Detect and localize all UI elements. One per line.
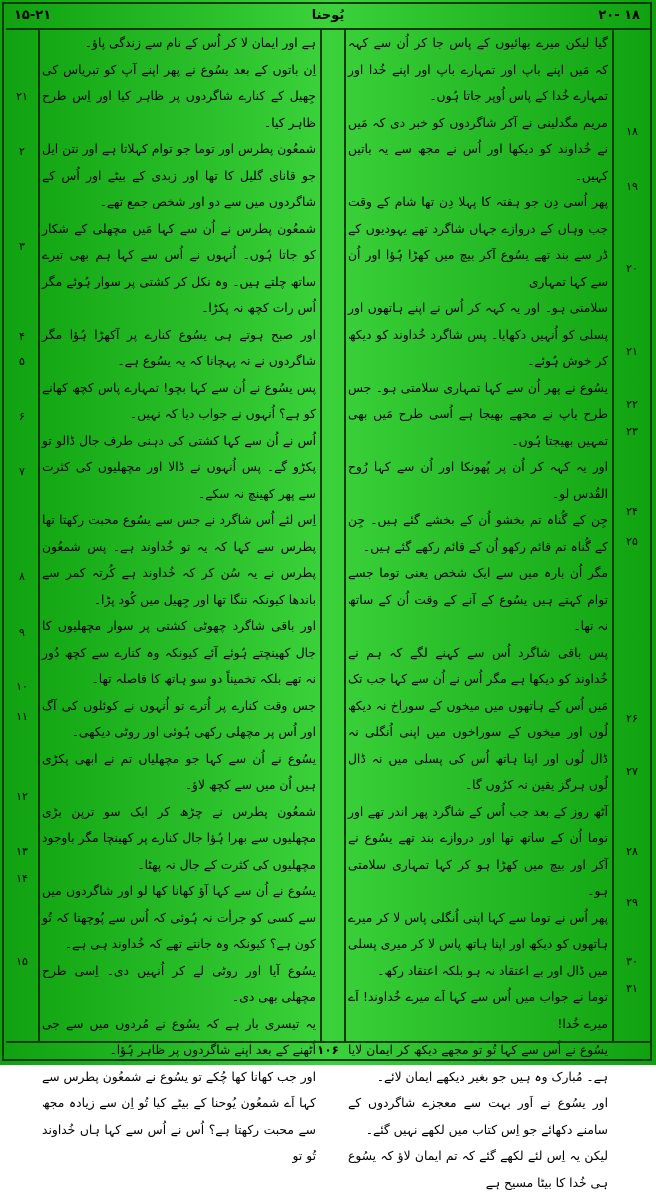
verse-number: ۲۵ bbox=[626, 535, 638, 548]
verse-text: اور یسُوع نے اَور بہت سے معجزے شاگردوں کے سامنے دکھائے جو اِس کتاب میں لکھے نہیں گئے۔ bbox=[348, 1096, 608, 1137]
verse-number: ۹ bbox=[19, 626, 25, 639]
verse-text: یہ تیسری بار ہے کہ یسُوع نے مُردوں میں سے جی اُٹھنے کے بعد اپنے شاگردوں پر ظاہر ہُؤا۔ bbox=[42, 1016, 316, 1057]
left-text-column bbox=[42, 30, 316, 1163]
verse-number: ۲۹ bbox=[626, 896, 638, 909]
verse-number: ۱۲ bbox=[16, 790, 28, 803]
page-number: ۱۰۶ bbox=[317, 1043, 339, 1057]
verse-number: ۲۶ bbox=[626, 712, 638, 725]
verse-number: ۱۰ bbox=[16, 680, 28, 693]
verse-number: ۱۵ bbox=[16, 955, 28, 968]
verse-number: ۳ bbox=[19, 240, 25, 253]
verse-text: اِس لئے اُس شاگرد نے جس سے یسُوع محبت رکھتا تھا پطرس سے کہا کہ یہ تو خُداوند ہے۔ پس شمعُون پطرس نے یہ سُن کر کہ خُداوند ہے کُرتہ کمر سے باندھا کیونکہ ننگا تھا اور جِھیل میں کُود پڑا۔ bbox=[42, 513, 316, 607]
verse-number: ۲۲ bbox=[626, 398, 638, 411]
verse-text: اُس نے اُن سے کہا کشتی کی دہنی طرف جال ڈالو تو پکڑو گے۔ پس اُنہوں نے ڈالا اور مچھلیوں کی کثرت سے پھر کھینچ نہ سکے۔ bbox=[42, 433, 316, 501]
verse-text: ہے اور ایمان لا کر اُس کے نام سے زندگی پاؤ۔ bbox=[84, 36, 316, 50]
verse-number: ۲۰ bbox=[626, 262, 638, 275]
verse-number: ۲۸ bbox=[626, 845, 638, 858]
right-verse-numbers bbox=[614, 30, 650, 1042]
verse-number: ۲۱ bbox=[626, 345, 638, 358]
verse-text: پھر اُس نے توما سے کہا اپنی اُنگلی پاس لا کر میرے ہاتھوں کو دیکھ اور اپنا ہاتھ پاس لا کر میری پسلی میں ڈال اور بے اعتقاد نہ ہو بلکہ اعتقاد رکھ۔ bbox=[348, 910, 608, 978]
verse-number: ۳۱ bbox=[626, 982, 638, 995]
verse-text: توما نے جواب میں اُس سے کہا اَے میرے خُداوند! اَے میرے خُدا! bbox=[348, 990, 608, 1031]
verse-text: شمعُون پطرس اور توما جو توام کہلاتا ہے اور نتن ایل جو قانای گلیل کا تھا اور زبدی کے بیٹے اور اُس کے شاگردوں میں سے دو اور شخص جمع تھے۔ bbox=[42, 142, 316, 209]
verse-text: یسُوع نے پھر اُن سے کہا تمہاری سلامتی ہو۔ جس طرح باپ نے مجھے بھیجا ہے اُسی طرح مَیں بھی تمہیں بھیجتا ہُوں۔ bbox=[348, 380, 608, 448]
verse-text: اور جب کھانا کھا چُکے تو یسُوع نے شمعُون پطرس سے کہا اَے شمعُون یُوحنا کے بیٹے کیا تُو اِن سے زیادہ مجھ سے محبت رکھتا ہے؟ اُس نے اُس سے کہا ہاں خُداوند تُو تو bbox=[42, 1069, 316, 1163]
verse-text: اِن باتوں کے بعد یسُوع نے پھر اپنے آپ کو تبریاس کی جِھیل کے کنارے شاگردوں پر ظاہر کیا اور اِس طرح ظاہر کیا۔ bbox=[42, 62, 316, 130]
header-right-reference: ۲۰- ۱۸ bbox=[598, 8, 640, 23]
page-header bbox=[6, 6, 650, 30]
header-left-reference: ۱۵-۲۱ bbox=[14, 8, 52, 23]
verse-number: ۲۴ bbox=[626, 505, 638, 518]
verse-number: ۳۰ bbox=[626, 955, 638, 968]
verse-text: اور یہ کہہ کر اُن پر پُھونکا اور اُن سے کہا رُوح القُدس لو۔ bbox=[348, 460, 608, 501]
verse-number: ۶ bbox=[19, 410, 25, 423]
left-verse-numbers bbox=[6, 30, 38, 1042]
center-column-divider bbox=[320, 30, 322, 1042]
verse-number: ۱۹ bbox=[626, 180, 638, 193]
verse-text: یسُوع آیا اور روٹی لے کر اُنہیں دی۔ اِسی طرح مچھلی بھی دی۔ bbox=[42, 963, 316, 1004]
verse-text: آٹھ روز کے بعد جب اُس کے شاگرد پھر اندر تھے اور توما اُن کے ساتھ تھا اور دروازے بند تھے یسُوع نے آکر اور بیچ میں کھڑا ہو کر کہا تمہاری سلامتی ہو۔ bbox=[348, 804, 608, 898]
verse-text: اور صبح ہوتے ہی یسُوع کنارے پر آکھڑا ہُؤا مگر شاگردوں نے نہ پہچانا کہ یہ یسُوع ہے۔ bbox=[42, 327, 316, 368]
verse-text: گیا لیکن میرے بھائیوں کے پاس جا کر اُن سے کہہ کہ مَیں اپنے باپ اور تمہارے باپ اور اپنے خُدا اور تمہارے خُدا کے پاس اُوپر جاتا ہُوں۔ bbox=[348, 36, 608, 103]
verse-text: شمعُون پطرس نے اُن سے کہا مَیں مچھلی کے شکار کو جاتا ہُوں۔ اُنہوں نے اُس سے کہا ہم بھی تیرے ساتھ چلتے ہیں۔ وہ نکل کر کشتی پر سوار ہُوئے مگر اُس رات کچھ نہ پکڑا۔ bbox=[42, 221, 316, 315]
verse-text: یسُوع نے اُن سے کہا جو مچھلیاں تم نے ابھی پکڑی ہیں اُن میں سے کچھ لاؤ۔ bbox=[42, 751, 316, 792]
verse-number: ۱۱ bbox=[16, 710, 28, 723]
verse-number: ۵ bbox=[19, 355, 25, 368]
verse-number: ۲ bbox=[19, 145, 25, 158]
verse-text: سلامتی ہو۔ اور یہ کہہ کر اُس نے اپنے ہاتھوں اور پسلی کو اُنہیں دکھایا۔ پس شاگرد خُداوند کو دیکھ کر خوش ہُوئے۔ bbox=[348, 301, 608, 368]
verse-number: ۲۷ bbox=[626, 765, 638, 778]
verse-number: ۱۳ bbox=[16, 845, 28, 858]
verse-text: مگر اُن بارہ میں سے ایک شخص یعنی توما جسے توام کہتے ہیں یسُوع کے آنے کے وقت اُن کے ساتھ نہ تھا۔ bbox=[348, 566, 608, 633]
verse-text: جِن کے گُناہ تم بخشو اُن کے بخشے گئے ہیں۔ جِن کے گُناہ تم قائم رکھو اُن کے قائم رکھے گئے ہیں۔ bbox=[348, 513, 608, 554]
header-book-title: یُوحنا bbox=[311, 8, 345, 23]
verse-number: ۱۴ bbox=[16, 872, 28, 885]
right-text-column bbox=[348, 30, 608, 1190]
verse-number: ۱۸ bbox=[626, 125, 638, 138]
verse-number: ۲۳ bbox=[626, 425, 638, 438]
verse-number: ۸ bbox=[19, 570, 25, 583]
verse-text: مریم مگدلینی نے آکر شاگردوں کو خبر دی کہ مَیں نے خُداوند کو دیکھا اور اُس نے مجھ سے یہ باتیں کہیں۔ bbox=[348, 115, 608, 183]
verse-number: ۲۱ bbox=[16, 90, 28, 103]
verse-text: جس وقت کنارے پر اُترے تو اُنہوں نے کوئلوں کی آگ اور اُس پر مچھلی رکھی ہُوئی اور روٹی دیکھی۔ bbox=[42, 698, 316, 739]
center-column-divider-2 bbox=[344, 30, 346, 1042]
verse-text: یسُوع نے اُس سے کہا تُو تو مجھے دیکھ کر ایمان لایا ہے۔ مُبارک وہ ہیں جو بغیر دیکھے ایمان لائے۔ bbox=[348, 1043, 608, 1084]
verse-text: اور باقی شاگرد چھوٹی کشتی پر سوار مچھلیوں کا جال کھینچتے ہُوئے آئے کیونکہ وہ کنارے سے کچھ دُور نہ تھے بلکہ تخمیناً دو سو ہاتھ کا فاصلہ تھا۔ bbox=[42, 619, 316, 686]
verse-text: لیکن یہ اِس لئے لکھے گئے کہ تم ایمان لاؤ کہ یسُوع ہی خُدا کا بیٹا مسیح ہے bbox=[348, 1149, 608, 1190]
verse-text: پس یسُوع نے اُن سے کہا بچو! تمہارے پاس کچھ کھانے کو ہے؟ اُنہوں نے جواب دیا کہ نہیں۔ bbox=[42, 380, 316, 421]
verse-text: یسُوع نے اُن سے کہا آؤ کھانا کھا لو اور شاگردوں میں سے کسی کو جرأت نہ ہُوئی کہ اُس سے پُوچھتا کہ تُو کون ہے؟ کیونکہ وہ جانتے تھے کہ خُداوند ہی ہے۔ bbox=[42, 884, 316, 951]
verse-text: پس باقی شاگرد اُس سے کہنے لگے کہ ہم نے خُداوند کو دیکھا ہے مگر اُس نے اُن سے کہا جب تک مَیں اُس کے ہاتھوں میں میخوں کے سوراخ نہ دیکھ لُوں اور میخوں کے سوراخوں میں اپنی اُنگلی نہ ڈال لُوں اور اپنا ہاتھ اُس کی پسلی میں نہ ڈال لُوں ہرگز یقین نہ کرُوں گا۔ bbox=[348, 645, 608, 792]
verse-text: پھر اُسی دِن جو ہفتہ کا پہلا دِن تھا شام کے وقت جب وہاں کے دروازے جہاں شاگرد تھے یہودیوں کے ڈر سے بند تھے یسُوع آکر بیچ میں کھڑا ہُؤا اور اُن سے کہا تمہاری bbox=[348, 195, 608, 289]
verse-number: ۷ bbox=[19, 465, 25, 478]
left-number-column-divider bbox=[38, 30, 40, 1042]
verse-text: شمعُون پطرس نے چڑھ کر ایک سو ترپن بڑی مچھلیوں سے بھرا ہُؤا جال کنارے پر کھینچا مگر باوجود مچھلیوں کی کثرت کے جال نہ پھٹا۔ bbox=[42, 804, 316, 872]
verse-number: ۴ bbox=[19, 330, 25, 343]
